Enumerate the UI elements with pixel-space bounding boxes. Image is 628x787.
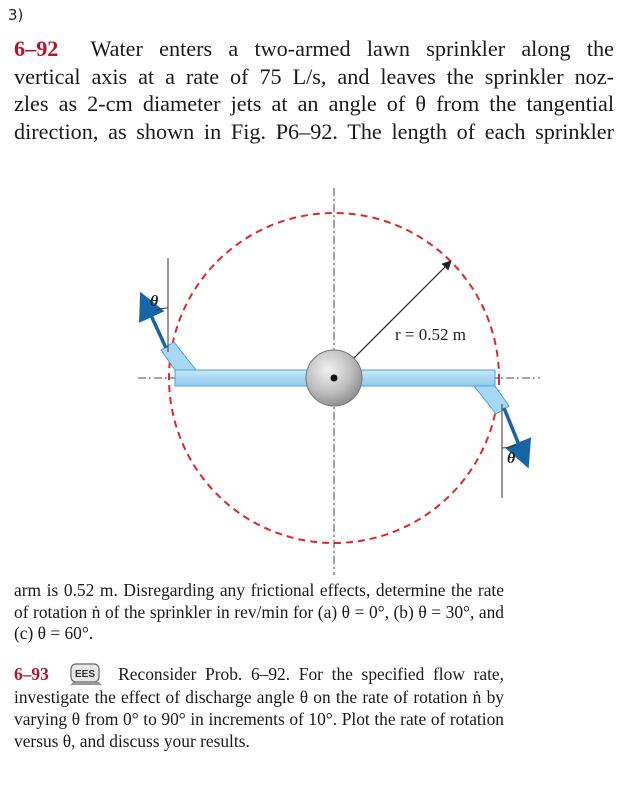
question-number: 3) (8, 6, 24, 24)
ees-icon (69, 662, 103, 686)
angle-label-left: θ (150, 293, 159, 310)
problem-line-2: vertical axis at a rate of 75 L/s, and leaves the sprinkler noz- (14, 63, 614, 89)
radius-label: r = 0.52 m (395, 325, 466, 344)
problem-6-93 (14, 662, 504, 752)
problem-6-92-text (14, 35, 614, 145)
problem-number-93: 6–93 (14, 664, 49, 684)
ees-badge: EES (75, 669, 96, 680)
problem-line-4: direction, as shown in Fig. P6–92. The length of each sprinkler (14, 118, 614, 144)
angle-label-right: θ (507, 450, 516, 467)
problem-line-3: zles as 2-cm diameter jets at an angle of θ from the tangential (14, 91, 614, 116)
problem-6-92-continuation: arm is 0.52 m. Disregarding any frictional effects, determine the rate of rotation ṅ of the sprinkler in rev/min for (a) θ = 0°, (b) θ = 30°, and (c) θ = 60°. (14, 580, 504, 643)
problem-93-text: Reconsider Prob. 6–92. For the specified flow rate, investigate the effect of discharge angle θ on the rate of rotation ṅ by varying θ from 0° to 90° in increments of 10°. Plot the rate of rotation versus θ, and discuss your results. (14, 664, 504, 751)
problem-line-1: 6–92 Water enters a two-armed lawn sprinkler along the (14, 36, 614, 61)
hub-center-dot (331, 375, 338, 382)
problem-number: 6–92 (14, 36, 59, 61)
right-angle-arc (502, 445, 516, 448)
sprinkler-figure (130, 180, 550, 580)
